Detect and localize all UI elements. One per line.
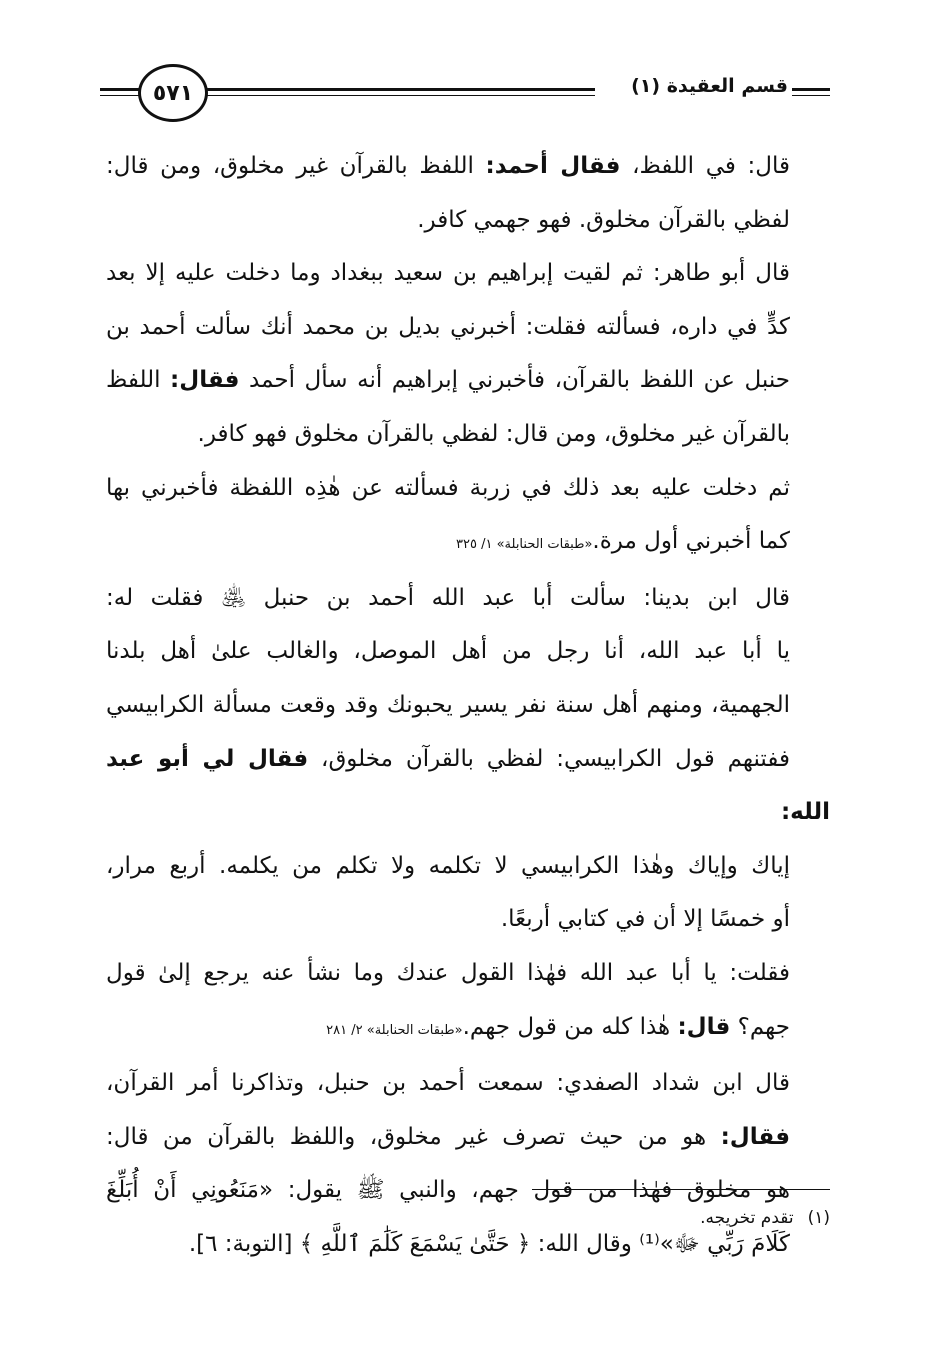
text-line <box>106 140 830 194</box>
page-number: ٥٧١ <box>138 64 208 122</box>
paragraph <box>106 462 830 572</box>
text-run: هٰذا كله من قول جهم. <box>462 1013 678 1040</box>
speaker-label: فقال لي أبو عبد الله: <box>106 745 830 826</box>
text-line: ثم دخلت عليه بعد ذلك في زربة فسألته عن هٰذِه اللفظة فأخبرني بها <box>106 474 790 501</box>
text-line: هو مخلوق فهٰذا من قول جهم، والنبي ﷺ يقول: «مَنَعُونِي أَنْ أُبَلِّغَ <box>106 1177 790 1204</box>
header-rule-main-thin <box>200 95 595 96</box>
text-run: جهم؟ <box>730 1013 790 1040</box>
footnote-separator <box>532 1189 830 1190</box>
text-line: الجهمية، ومنهم أهل سنة نفر يسير يحبونك وقد وقعت مسألة الكرابيسي <box>106 691 790 718</box>
footnote-text: تقدم تخريجه. <box>700 1208 794 1228</box>
paragraph <box>106 572 830 947</box>
text-run: ففتنهم قول الكرابيسي: لفظي بالقرآن مخلوق، <box>308 745 790 772</box>
header-rule-main <box>200 88 595 91</box>
section-title: قسم العقيدة (١) <box>631 75 788 97</box>
text-run: حنبل عن اللفظ بالقرآن، فأخبرني إبراهيم أنه سأل أحمد <box>239 367 790 394</box>
footnote <box>700 1208 830 1228</box>
text-line: إياك وإياك وهٰذا الكرابيسي لا تكلمه ولا تكلم من يكلمه. أربع مرار، <box>106 852 790 879</box>
speaker-label: قال: <box>677 1013 731 1040</box>
text-line: قال ابن بدينا: سألت أبا عبد الله أحمد بن حنبل ﵁ فقلت له: <box>106 584 790 611</box>
text-run: هو من حيث تصرف غير مخلوق، واللفظ بالقرآن من قال: <box>106 1123 721 1150</box>
text-line: أو خمسًا إلا أن في كتابي أربعًا. <box>500 906 790 933</box>
header-rule-left <box>100 88 140 91</box>
main-text <box>106 140 830 1271</box>
text-line <box>106 1111 830 1165</box>
speaker-label: فقال: <box>720 1123 790 1150</box>
paragraph <box>106 247 830 461</box>
paragraph <box>106 947 830 1057</box>
text-line: فقلت: يا أبا عبد الله فهٰذا القول عندك وما نشأ عنه يرجع إلىٰ قول <box>106 959 790 986</box>
source-citation: «طبقات الحنابلة» ٢/ ٢٨١ <box>326 1022 463 1038</box>
text-line: قال أبو طاهر: ثم لقيت إبراهيم بن سعيد ببغداد وما دخلت عليه إلا بعد <box>106 260 790 287</box>
text-line: كَلَامَ رَبِّي ﷻ»⁽¹⁾ وقال الله: ﴿ حَتَّىٰ يَسْمَعَ كَلَٰمَ ٱللَّهِ ﴾ [التوبة: ٦]. <box>188 1230 790 1257</box>
text-line <box>106 733 830 840</box>
text-line: لفظي بالقرآن مخلوق. فهو جهمي كافر. <box>417 206 790 233</box>
speaker-label: فقال أحمد: <box>485 153 621 179</box>
header-rule-right-thin <box>792 95 830 96</box>
text-run: كما أخبرني أول مرة. <box>592 528 790 555</box>
footnote-number: (١) <box>807 1208 830 1228</box>
text-run <box>463 1014 790 1040</box>
text-line <box>106 1001 830 1058</box>
text-line: بالقرآن غير مخلوق، ومن قال: لفظي بالقرآن مخلوق فهو كافر. <box>197 420 790 447</box>
speaker-label: فقال: <box>170 367 240 394</box>
page-header <box>100 64 830 120</box>
text-run: قال: في اللفظ، <box>620 153 790 179</box>
text-line: كدٍّ في داره، فسألته فقلت: أخبرني بديل بن محمد أنك سألت أحمد بن <box>106 313 790 340</box>
text-run: اللفظ <box>106 367 171 394</box>
header-rule-left-thin <box>100 95 140 96</box>
paragraph <box>106 1057 830 1271</box>
header-rule-right <box>792 88 830 91</box>
text-run: اللفظ بالقرآن غير مخلوق، ومن قال: <box>106 153 486 179</box>
source-citation: «طبقات الحنابلة» ١/ ٣٢٥ <box>456 537 593 553</box>
text-line: يا أبا عبد الله، أنا رجل من أهل الموصل، والغالب علىٰ أهل بلدنا <box>106 638 790 665</box>
paragraph <box>106 140 830 247</box>
text-line <box>106 354 830 408</box>
text-line: قال ابن شداد الصفدي: سمعت أحمد بن حنبل، وتذاكرنا أمر القرآن، <box>106 1070 790 1097</box>
text-line <box>106 515 830 572</box>
